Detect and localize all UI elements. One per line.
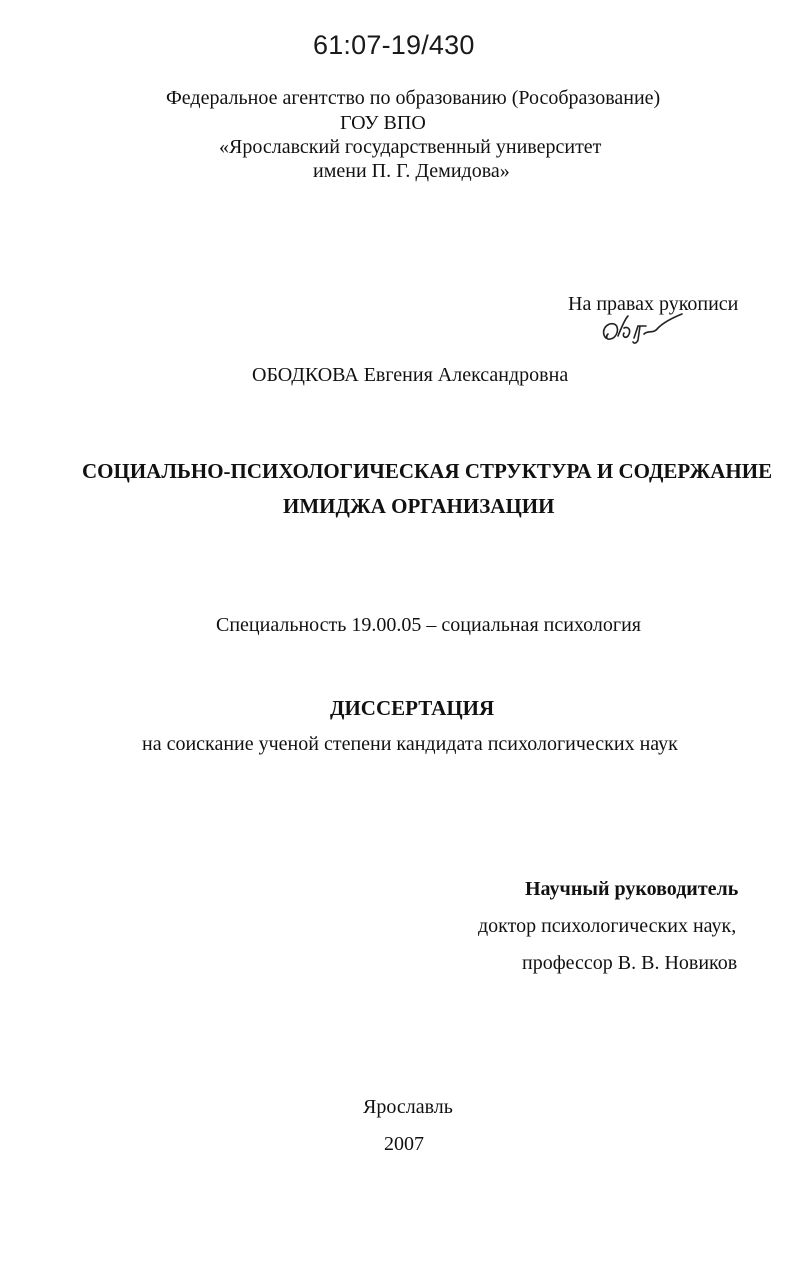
year: 2007 xyxy=(384,1133,424,1155)
author-name: ОБОДКОВА Евгения Александровна xyxy=(252,364,569,386)
catalog-code: 61:07-19/430 xyxy=(313,30,475,60)
specialty: Специальность 19.00.05 – социальная психология xyxy=(216,614,641,636)
handwritten-signature xyxy=(600,312,690,351)
supervisor-title: доктор психологических наук, xyxy=(478,915,737,937)
organization-line-4: имени П. Г. Демидова» xyxy=(313,160,510,182)
organization-line-2: ГОУ ВПО xyxy=(340,112,426,134)
organization-line-3: «Ярославский государственный университет xyxy=(219,136,602,158)
organization-line-1: Федеральное агентство по образованию (Рособразование) xyxy=(166,87,661,109)
supervisor-name: профессор В. В. Новиков xyxy=(522,952,738,974)
supervisor-heading: Научный руководитель xyxy=(525,878,739,900)
dissertation-title-line-2: ИМИДЖА ОРГАНИЗАЦИИ xyxy=(283,494,555,518)
city: Ярославль xyxy=(363,1096,453,1118)
signature-graphic xyxy=(600,312,690,346)
manuscript-rights-note: На правах рукописи xyxy=(568,293,739,315)
document-type: ДИССЕРТАЦИЯ xyxy=(330,696,495,720)
degree-statement: на соискание ученой степени кандидата психологических наук xyxy=(142,733,678,755)
dissertation-title-line-1: СОЦИАЛЬНО-ПСИХОЛОГИЧЕСКАЯ СТРУКТУРА И СОДЕРЖАНИЕ xyxy=(82,459,773,483)
